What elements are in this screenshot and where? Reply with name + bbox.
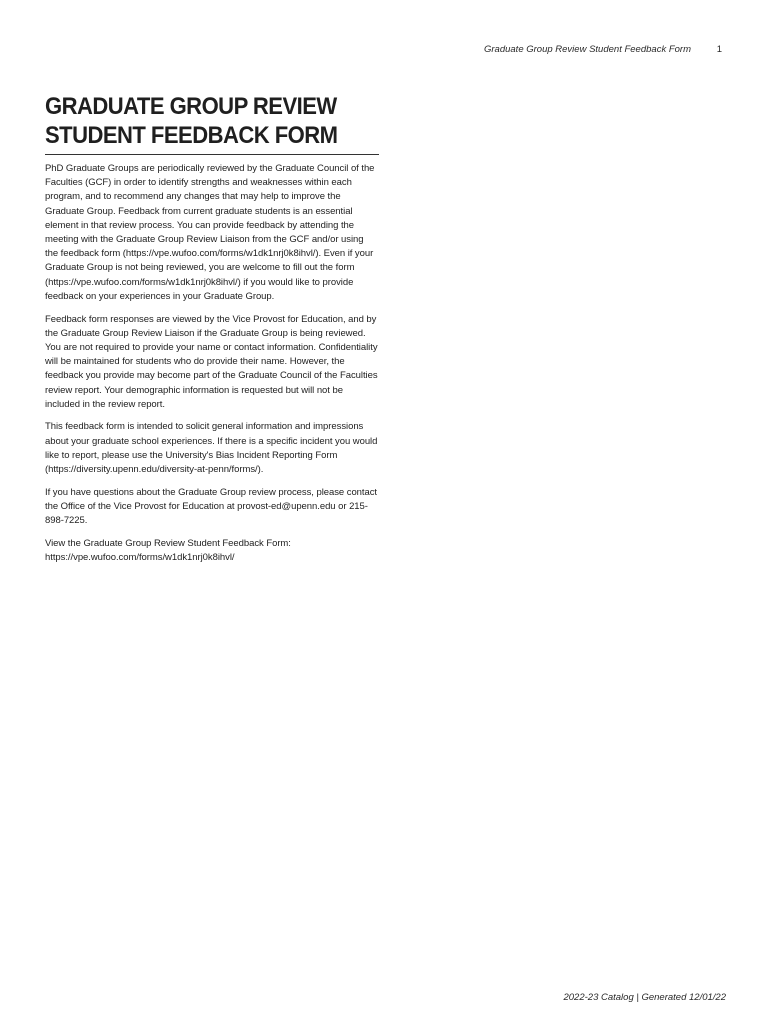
- page-number: 1: [716, 44, 722, 55]
- document-body: [45, 92, 379, 574]
- title-divider: [45, 154, 379, 155]
- paragraph-confidentiality: Feedback form responses are viewed by the Vice Provost for Education, and by the Graduate Group Review Liaison if the Graduate Group is being reviewed. You are not required to provide your name or contact information. Confidentiality will be maintained for students who do provide their name. However, the feedback you provide may become part of the Graduate Council of the Faculties review report. Your demographic information is requested but will not be included in the review report.: [45, 313, 378, 410]
- page-title: [45, 92, 378, 150]
- page-title-line-1: GRADUATE GROUP REVIEW: [45, 93, 337, 120]
- page-footer: 2022-23 Catalog | Generated 12/01/22: [563, 992, 726, 1003]
- paragraph-contact: If you have questions about the Graduate Group review process, please contact the Office of the Vice Provost for Education at provost-ed@upenn.edu or 215-898-7225.: [45, 486, 378, 527]
- page-title-line-2: STUDENT FEEDBACK FORM: [45, 122, 338, 149]
- running-header-title: Graduate Group Review Student Feedback Form: [484, 44, 691, 55]
- paragraph-purpose: This feedback form is intended to solicit general information and impressions about your graduate school experiences. If there is a specific incident you would like to report, please use the University's Bias Incident Reporting Form (https://diversity.upenn.edu/diversity-at-penn/forms/).: [45, 421, 378, 476]
- running-header: [470, 44, 726, 58]
- paragraph-intro: PhD Graduate Groups are periodically reviewed by the Graduate Council of the Faculties (GCF) in order to identify strengths and weaknesses within each program, and to recommend any changes that may help to improve the Graduate Group. Feedback from current graduate students is an essential element in that review process. You can provide feedback by attending the meeting with the Graduate Group Review Liaison from the GCF and/or using the feedback form (https://vpe.wufoo.com/forms/w1dk1nrj0k8ihvl/). Even if your Graduate Group is not being reviewed, you are welcome to fill out the form (https://vpe.wufoo.com/forms/w1dk1nrj0k8ihvl/) if you would like to provide feedback on your experiences in your Graduate Group.: [45, 163, 375, 302]
- paragraph-form-link: View the Graduate Group Review Student Feedback Form: https://vpe.wufoo.com/forms/w1dk1nrj0k8ihvl/: [45, 537, 291, 564]
